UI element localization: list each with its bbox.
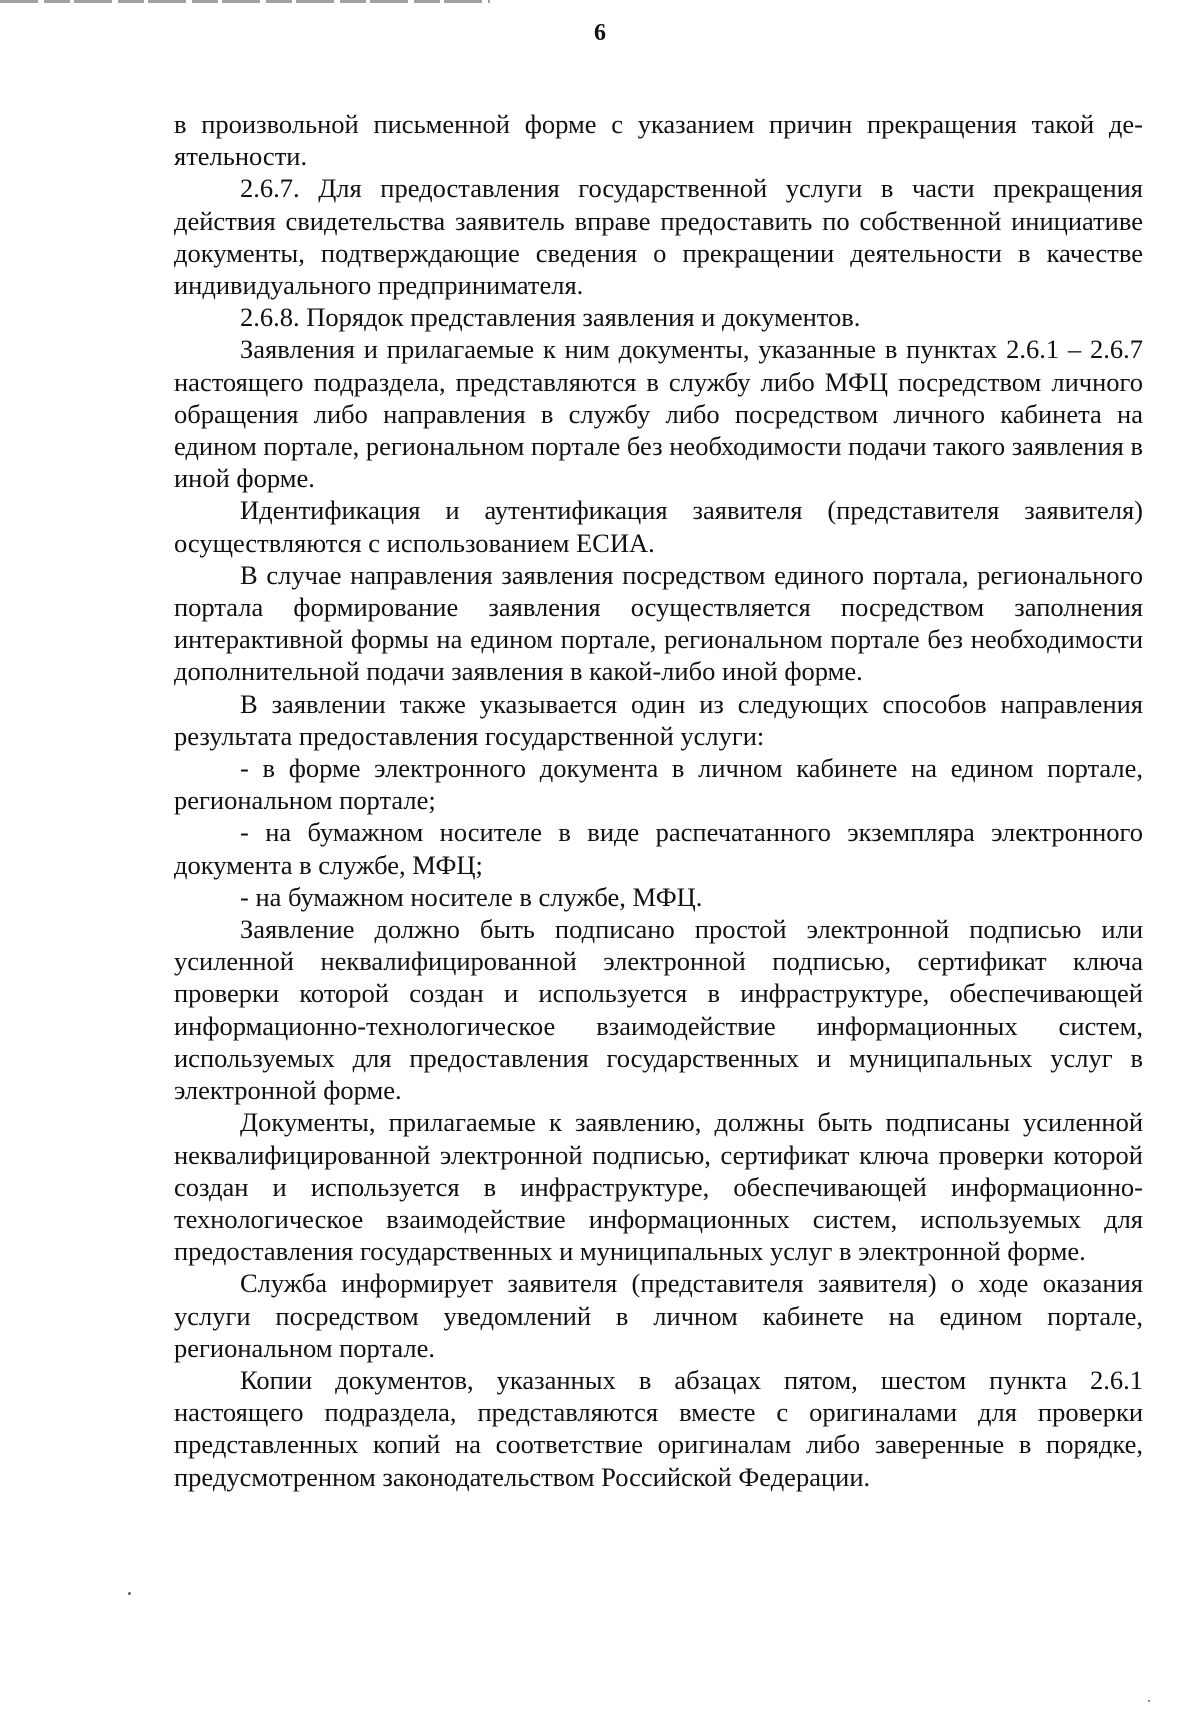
paragraph: в произвольной письменной форме с указанием причин прекращения такой деятельности. xyxy=(174,109,1143,172)
scan-speck xyxy=(1148,1700,1150,1702)
scan-edge-artifact xyxy=(0,0,490,3)
paragraph: Документы, прилагаемые к заявлению, должны быть подписаны усиленной неквалифицированной электронной подписью, сертификат ключа проверки которой создан и используется в инфраструктуре, обеспечивающей информационно-технологическое взаимодействие информационных систем, используемых для предоставления государственных и муниципальных услуг в электронной форме. xyxy=(174,1107,1143,1267)
paragraph: В случае направления заявления посредством единого портала, регионального портала формирование заявления осуществляется посредством заполнения интерактивной формы на едином портале, региональном портале без необходимости дополнительной подачи заявления в какой-либо иной форме. xyxy=(174,559,1143,687)
scan-speck xyxy=(128,1592,131,1595)
list-item: - на бумажном носителе в виде распечатанного экземпляра электронного документа в службе, МФЦ; xyxy=(174,817,1143,880)
paragraph: Идентификация и аутентификация заявителя (представителя заявителя) осуществляются с использованием ЕСИА. xyxy=(174,495,1143,558)
paragraph: Заявления и прилагаемые к ним документы, указанные в пунктах 2.6.1 – 2.6.7 настоящего подраздела, представляются в службу либо МФЦ посредством личного обращения либо направления в службу либо посредством личного кабинета на едином портале, региональном портале без необходимости подачи такого заявления в иной форме. xyxy=(174,334,1143,494)
paragraph: Копии документов, указанных в абзацах пятом, шестом пункта 2.6.1 настоящего подраздела, представляются вместе с оригиналами для проверки представленных копий на соответствие оригиналам либо заверенные в порядке, предусмотренном законодательством Российской Федерации. xyxy=(174,1364,1143,1492)
page-number: 6 xyxy=(594,20,606,46)
list-item: - на бумажном носителе в службе, МФЦ. xyxy=(240,881,703,912)
paragraph: Служба информирует заявителя (представителя заявителя) о ходе оказания услуги посредством уведомлений в личном кабинете на едином портале, региональном портале. xyxy=(174,1268,1143,1363)
paragraph: 2.6.8. Порядок представления заявления и документов. xyxy=(240,302,861,333)
list-item: - в форме электронного документа в личном кабинете на едином портале, региональном портале; xyxy=(174,753,1143,816)
paragraph: В заявлении также указывается один из следующих способов направления результата предоставления государственной услуги: xyxy=(174,688,1143,751)
document-body xyxy=(174,108,1143,1493)
paragraph: Заявление должно быть подписано простой электронной подписью или усиленной неквалифицированной электронной подписью, сертификат ключа проверки которой создан и используется в инфраструктуре, обеспечивающей информационно-технологическое взаимодействие информационных систем, используемых для предоставления государственных и муниципальных услуг в электронной форме. xyxy=(174,914,1143,1106)
paragraph: 2.6.7. Для предоставления государственной услуги в части прекращения действия свидетельства заявитель вправе предоставить по собственной инициативе документы, подтверждающие сведения о прекращении деятельности в качестве индивидуального предпринимателя. xyxy=(174,173,1143,301)
